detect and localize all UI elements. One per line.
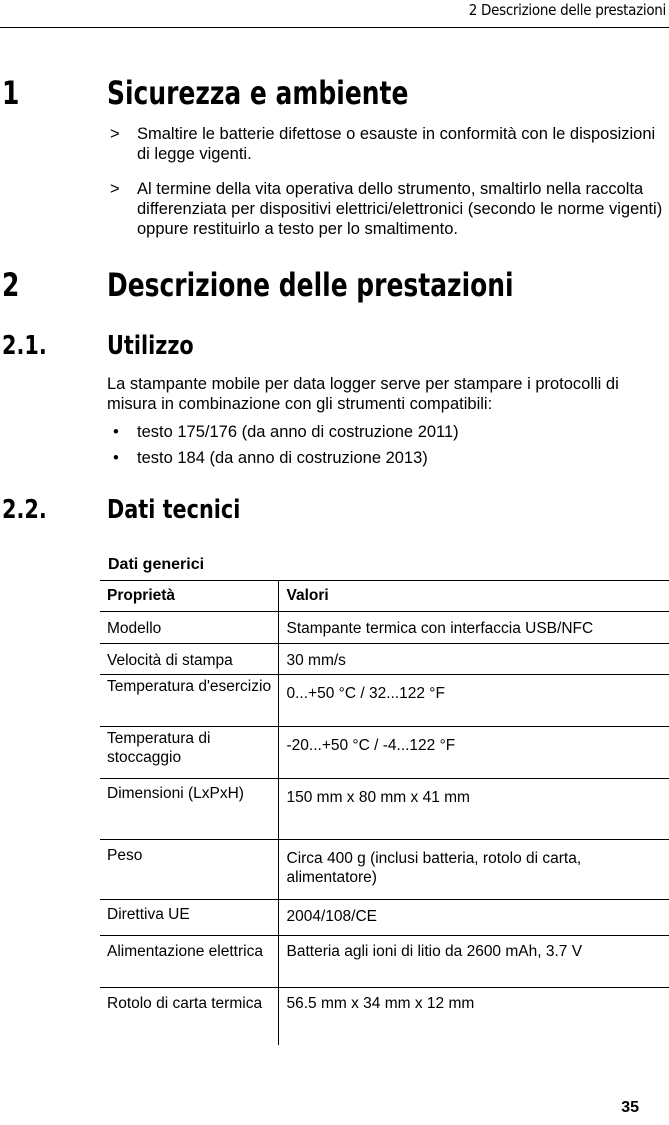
subsection-2-1-number: 2.1. xyxy=(2,331,47,361)
list-item-text: testo 184 (da anno di costruzione 2013) xyxy=(137,449,428,467)
row-value: Stampante termica con interfaccia USB/NFC xyxy=(278,612,669,644)
running-header: 2 Descrizione delle prestazioni xyxy=(468,1,666,19)
table-row xyxy=(100,727,669,779)
list-marker: > xyxy=(110,125,120,143)
section-1-number: 1 xyxy=(2,74,20,112)
subsection-2-2-title: Dati tecnici xyxy=(107,495,241,525)
list-item xyxy=(110,124,665,164)
table-caption: Dati generici xyxy=(108,556,205,573)
list-item-text: testo 175/176 (da anno di costruzione 2011) xyxy=(137,423,459,441)
row-property: Temperatura di stoccaggio xyxy=(100,727,278,779)
row-property: Alimentazione elettrica xyxy=(100,936,278,988)
section-2-number: 2 xyxy=(2,266,20,304)
row-value: Circa 400 g (inclusi batteria, rotolo di carta, alimentatore) xyxy=(278,840,669,900)
list-item-text: Al termine della vita operativa dello strumento, smaltirlo nella raccolta differenziata per dispositivi elettrici/elettronici (secondo le norme vigenti) oppure restituirlo a testo per lo smaltimento. xyxy=(137,180,663,238)
table-row xyxy=(100,675,669,727)
row-value: 30 mm/s xyxy=(278,644,669,675)
section-1-title: Sicurezza e ambiente xyxy=(107,74,409,112)
specs-table xyxy=(100,580,669,1045)
row-value: 0...+50 °C / 32...122 °F xyxy=(278,675,669,727)
header-value: Valori xyxy=(278,581,669,612)
row-value: 150 mm x 80 mm x 41 mm xyxy=(278,779,669,840)
bullet-marker: • xyxy=(113,449,119,467)
table-row xyxy=(100,644,669,675)
header-property: Proprietà xyxy=(100,581,278,612)
usage-intro: La stampante mobile per data logger serve per stampare i protocolli di misura in combinazione con gli strumenti compatibili: xyxy=(107,375,619,413)
list-item xyxy=(110,422,665,442)
page-number: 35 xyxy=(621,1099,639,1116)
list-item xyxy=(110,448,665,468)
row-property: Dimensioni (LxPxH) xyxy=(100,779,278,840)
row-property: Peso xyxy=(100,840,278,900)
table-row xyxy=(100,900,669,936)
row-value: 2004/108/CE xyxy=(278,900,669,936)
list-item xyxy=(110,179,665,239)
list-marker: > xyxy=(110,180,120,198)
row-value: -20...+50 °C / -4...122 °F xyxy=(278,727,669,779)
table-row xyxy=(100,840,669,900)
row-property: Temperatura d'esercizio xyxy=(100,675,278,727)
row-property: Direttiva UE xyxy=(100,900,278,936)
table-row xyxy=(100,936,669,988)
header-rule xyxy=(0,27,669,28)
row-value: 56.5 mm x 34 mm x 12 mm xyxy=(278,988,669,1045)
table-row xyxy=(100,612,669,644)
row-property: Modello xyxy=(100,612,278,644)
subsection-2-2-number: 2.2. xyxy=(2,495,47,525)
row-property: Velocità di stampa xyxy=(100,644,278,675)
table-row xyxy=(100,988,669,1045)
bullet-marker: • xyxy=(113,423,119,441)
list-item-text: Smaltire le batterie difettose o esauste in conformità con le disposizioni di legge vigenti. xyxy=(137,125,656,163)
row-property: Rotolo di carta termica xyxy=(100,988,278,1045)
section-2-title: Descrizione delle prestazioni xyxy=(107,266,514,304)
table-header-row xyxy=(100,581,669,612)
subsection-2-1-title: Utilizzo xyxy=(107,331,194,361)
row-value: Batteria agli ioni di litio da 2600 mAh, 3.7 V xyxy=(278,936,669,988)
table-row xyxy=(100,779,669,840)
